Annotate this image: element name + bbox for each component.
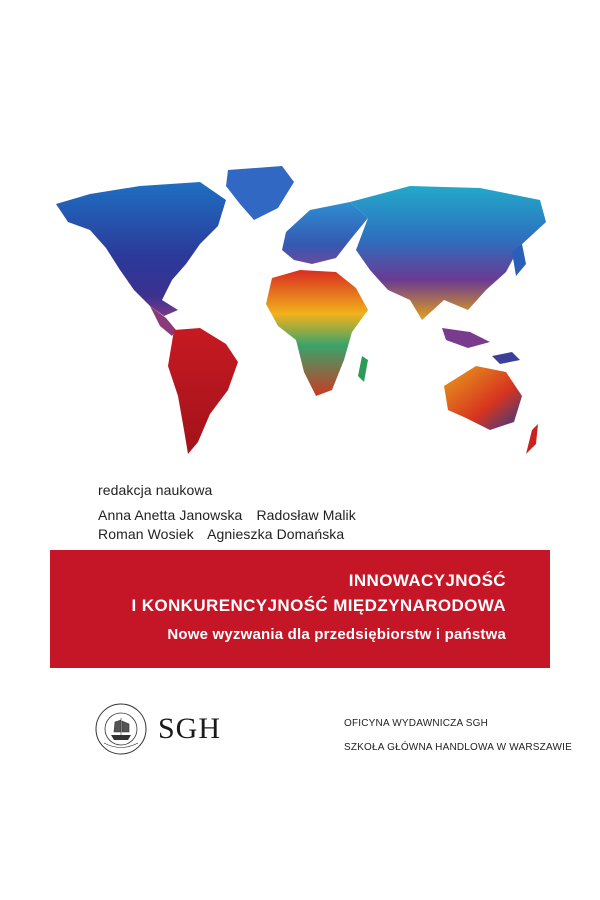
north-america-shape bbox=[56, 182, 226, 316]
world-map-illustration bbox=[50, 160, 550, 460]
editors-label: redakcja naukowa bbox=[98, 482, 213, 498]
south-america-shape bbox=[168, 328, 238, 454]
editors-line-1 bbox=[98, 507, 366, 523]
university-seal-icon bbox=[94, 702, 148, 756]
book-title-line-2: I KONKURENCYJNOŚĆ MIĘDZYNARODOWA bbox=[131, 596, 506, 615]
new-guinea-shape bbox=[492, 352, 520, 364]
greenland-shape bbox=[226, 166, 294, 220]
editor-name: Anna Anetta Janowska bbox=[98, 507, 243, 523]
editors-line-2 bbox=[98, 526, 354, 542]
indonesia-shape bbox=[442, 328, 490, 348]
book-cover bbox=[50, 98, 572, 802]
sgh-logo-text: SGH bbox=[158, 712, 222, 745]
australia-shape bbox=[444, 366, 522, 430]
publisher-name: OFICYNA WYDAWNICZA SGH bbox=[344, 718, 489, 729]
book-subtitle: Nowe wyzwania dla przedsiębiorstw i państwa bbox=[167, 626, 506, 643]
editor-name: Roman Wosiek bbox=[98, 526, 194, 542]
title-band bbox=[50, 550, 550, 668]
madagascar-shape bbox=[358, 356, 368, 382]
africa-shape bbox=[266, 270, 368, 396]
book-title-line-1: INNOWACYJNOŚĆ bbox=[348, 571, 506, 590]
europe-shape bbox=[282, 202, 368, 264]
publisher-school: SZKOŁA GŁÓWNA HANDLOWA W WARSZAWIE bbox=[344, 742, 572, 753]
editor-name: Radosław Malik bbox=[256, 507, 356, 523]
new-zealand-shape bbox=[526, 424, 538, 454]
editor-name: Agnieszka Domańska bbox=[207, 526, 345, 542]
